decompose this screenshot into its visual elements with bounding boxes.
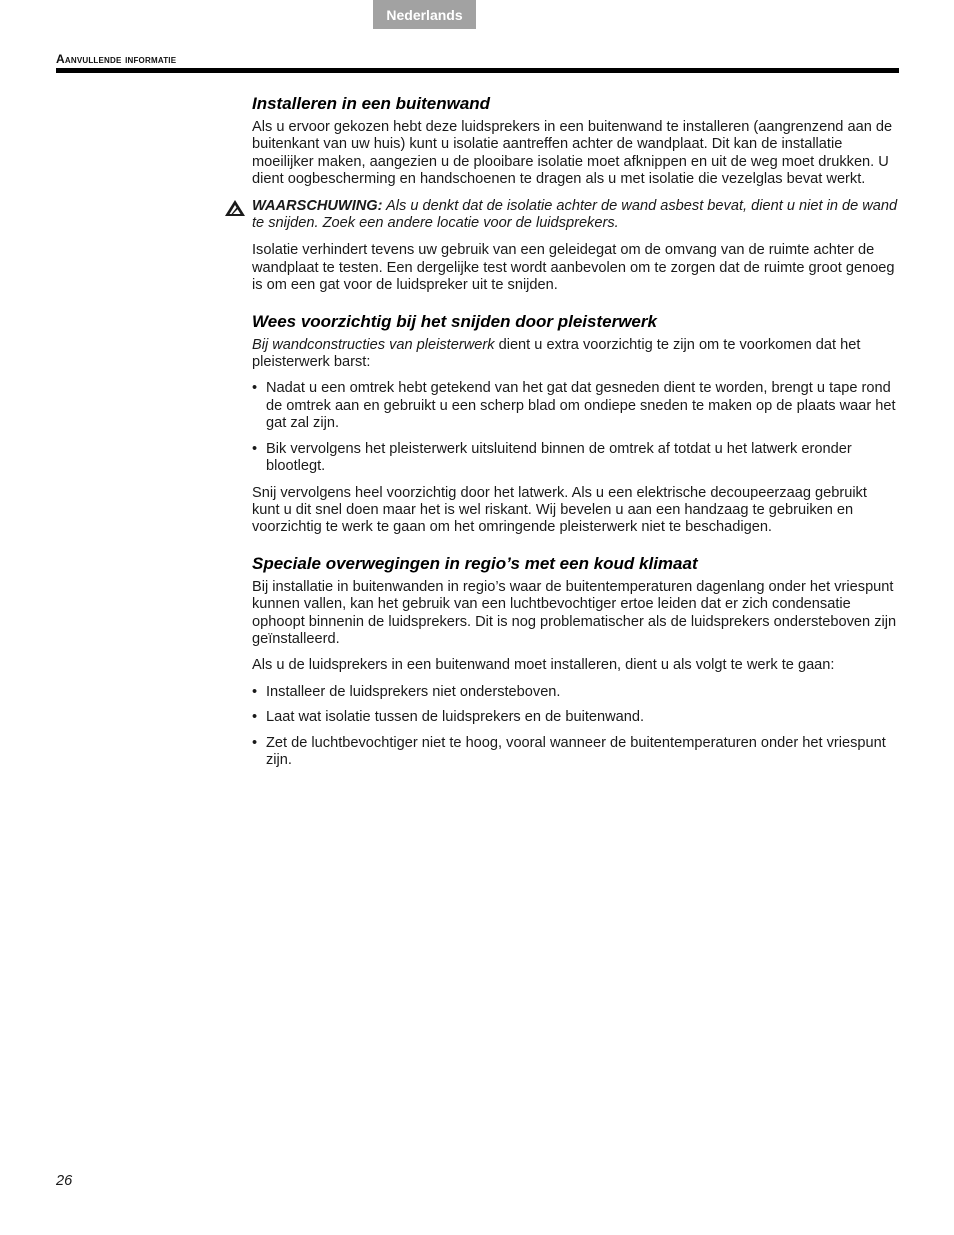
heading-plaster: Wees voorzichtig bij het snijden door pleisterwerk: [252, 311, 657, 331]
page-number: 26: [56, 1173, 73, 1189]
section-header: Aanvullende informatie: [56, 52, 177, 66]
warning-note: [252, 198, 898, 233]
paragraph-cold-climate-2: Als u de luidsprekers in een buitenwand moet installeren, dient u als volgt te werk te gaan:: [252, 657, 835, 674]
warning-label: WAARSCHUWING:: [252, 197, 383, 214]
plaster-bullet-list: [252, 380, 898, 475]
cold-climate-bullet-list: [252, 684, 898, 770]
list-item: • Installeer de luidsprekers niet ondersteboven.: [252, 684, 898, 701]
heading-cold-climate: Speciale overwegingen in regio’s met een koud klimaat: [252, 553, 698, 573]
paragraph-plaster-intro: [252, 337, 898, 372]
plaster-intro-italic: Bij wandconstructies van pleisterwerk: [252, 336, 495, 353]
language-tab: Nederlands: [373, 0, 476, 29]
paragraph-plaster-outro: Snij vervolgens heel voorzichtig door het latwerk. Als u een elektrische decoupeerzaag gebruikt kunt u dit snel doen maar het is wel riskant. Wij bevelen u aan een handzaag te gebruiken en voorzichtig te werk te gaan om het omringende pleisterwerk niet te beschadigen.: [252, 484, 867, 536]
heading-outer-wall: Installeren in een buitenwand: [252, 94, 491, 113]
list-item: • Zet de luchtbevochtiger niet te hoog, vooral wanneer de buitentemperaturen onder het vriespunt zijn.: [252, 735, 898, 770]
main-content: [252, 94, 898, 778]
list-item: • Nadat u een omtrek hebt getekend van het gat dat gesneden dient te worden, brengt u tape rond de omtrek aan en gebruikt u een scherp blad om ondiepe sneden te maken op de plaats waar het gat zal zijn.: [252, 380, 898, 432]
warning-icon: [224, 199, 246, 217]
paragraph-cold-climate-1: Bij installatie in buitenwanden in regio’s waar de buitentemperaturen dagenlang onder het vriespunt kunnen vallen, kan het gebruik van een luchtbevochtiger ertoe leiden dat er zich condensatie ophoopt binnenin de luidsprekers. Dit is nog problematischer als de luidsprekers ondersteboven zijn geïnstalleerd.: [252, 578, 897, 647]
paragraph-outer-wall-intro: Als u ervoor gekozen hebt deze luidsprekers in een buitenwand te installeren (aangrenzend aan de buitenkant van uw huis) kunt u isolatie aantreffen achter de wandplaat. Dit kan de installatie moeilijker maken, aangezien u de plooibare isolatie moet afknippen en uit de weg moet drukken. U dient oogbescherming en handschoenen te dragen als u met isolatie die vezelglas bevat werkt.: [252, 119, 893, 188]
list-item: • Laat wat isolatie tussen de luidsprekers en de buitenwand.: [252, 709, 898, 726]
paragraph-outer-wall-outro: Isolatie verhindert tevens uw gebruik van een geleidegat om de omvang van de ruimte achter de wandplaat te testen. Een dergelijke test wordt aanbevolen om te zorgen dat de ruimte groot genoeg is om een gat voor de luidspreker uit te snijden.: [252, 242, 895, 294]
plaster-intro-rest: dient u extra voorzichtig te zijn om te voorkomen dat het pleisterwerk barst:: [252, 336, 861, 371]
list-item: • Bik vervolgens het pleisterwerk uitsluitend binnen de omtrek af totdat u het latwerk eronder blootlegt.: [252, 441, 898, 476]
warning-text: Als u denkt dat de isolatie achter de wand asbest bevat, dient u niet in de wand te snijden. Zoek een andere locatie voor de luidsprekers.: [252, 197, 898, 232]
header-rule: [56, 68, 899, 73]
